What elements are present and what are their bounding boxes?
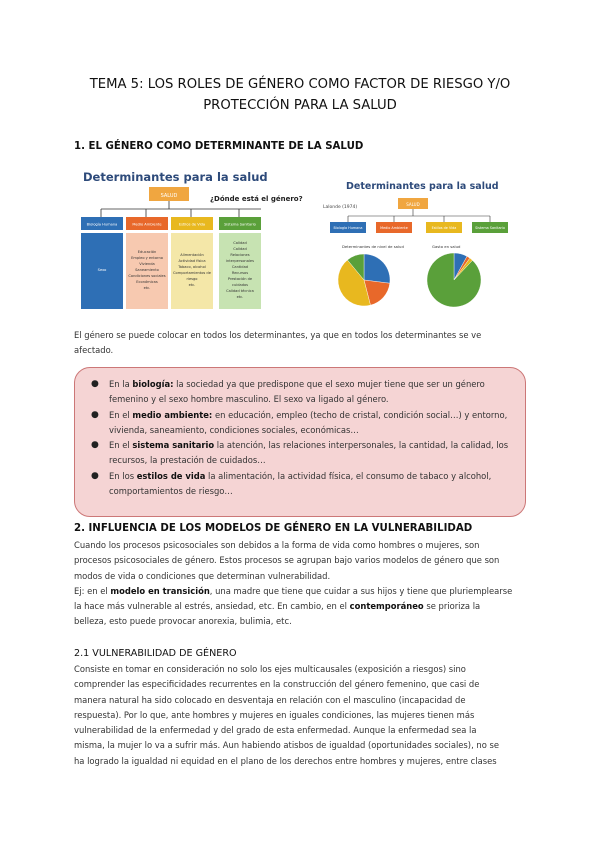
vulnerability-line: comprender las especificidades recurrentes en la construcción del género femenino, que casi de (74, 679, 480, 690)
fig2-box-label: Biología Humana (333, 226, 363, 230)
fig1-question: ¿Dónde está el género? (210, 195, 303, 203)
fig2-note: Lalonde (1974) (323, 205, 358, 210)
vulnerability-line: vulnerabilidad de la enfermedad y del grado de esta enfermedad. Aunque la enfermedad sea la (74, 725, 477, 736)
fig1-box-head-label: Estilos de Vida (178, 222, 206, 227)
fig2-pie2 (427, 253, 481, 307)
fig1-box-body-text: cuidados (231, 283, 249, 287)
callout-item (91, 408, 515, 439)
intro-line-2: afectado. (74, 345, 114, 356)
fig1-box-body-text: riesgo (186, 277, 198, 281)
callout-item-line2: vivienda, saneamiento, condiciones sociales, económicas… (109, 424, 359, 435)
section-2-body (74, 538, 526, 630)
callout-item (91, 469, 515, 500)
callout-item-line1: la sociedad ya que predispone que el sexo mujer tiene que ser un género (173, 379, 485, 389)
bullet-icon: ● (91, 409, 99, 420)
s2-p2-text-l2c: se prioriza la (423, 601, 481, 612)
fig1-box-body-text: Recursos (231, 271, 249, 275)
fig1-box-body-text: Económicas (136, 280, 158, 284)
callout-item-line1: la alimentación, la actividad física, el consumo de tabaco y alcohol, (205, 470, 492, 481)
callout-item-line1: la atención, las relaciones interpersonales, la cantidad, la calidad, los (214, 440, 509, 451)
bullet-icon: ● (91, 470, 99, 481)
fig2-box-label: Estilos de Vida (431, 226, 457, 230)
section-1-heading: 1. EL GÉNERO COMO DETERMINANTE DE LA SALUD (74, 141, 364, 152)
fig2-pie1 (338, 254, 390, 306)
fig1-box-body-text: Calidad (233, 247, 247, 251)
fig1-box-body-text: Calidad (233, 241, 247, 245)
fig1-box-body-text: Condiciones sociales (128, 274, 166, 278)
vulnerability-line: misma, la mujer lo va a sufrir más. Aun habiendo atisbos de igualdad (oportunidades sociales), no se (74, 740, 499, 751)
s2-p1-line-3: modos de vida o condiciones que determinan vulnerabilidad. (74, 570, 331, 581)
callout-item-bold: sistema sanitario (132, 440, 215, 451)
vulnerability-line: ha logrado la igualdad ni equidad en el plano de los derechos entre hombres y mujeres, entre clases (74, 755, 497, 766)
callout-item-line2: femenino y el sexo hombre masculino. El sexo va ligado al género. (109, 394, 389, 405)
callout-item-bold: medio ambiente: (132, 409, 213, 420)
fig1-box-body-text: Educación (137, 250, 157, 254)
callout-item-line1: en educación, empleo (techo de cristal, condición social…) y entorno, (212, 409, 508, 420)
fig2-pie1-label: Determinantes de nivel de salud (342, 244, 404, 249)
fig1-box-head-label: Biología Humana (86, 222, 118, 227)
fig2-boxes (330, 222, 508, 233)
s2-p1-line-2: procesos psicosociales de género. Estos procesos se agrupan bajo varios modelos de género que son (74, 555, 500, 566)
section-1-intro (74, 328, 526, 359)
callout-list (91, 377, 515, 499)
s2-p2-line-1 (74, 584, 526, 599)
determinants-diagram-1 (79, 167, 303, 311)
fig2-connectors (348, 209, 490, 222)
callout-item-line2: recursos, la prestación de cuidados… (109, 455, 266, 466)
s2-p2-text-a: Ej: en el (74, 585, 111, 596)
s2-p2-text-l2a: la hace más vulnerable al estrés, ansiedad, etc. En cambio, en el (74, 601, 350, 612)
callout-item-pre: En el (109, 409, 133, 420)
s2-p2-line-2 (74, 599, 526, 614)
title-line-1: TEMA 5: LOS ROLES DE GÉNERO COMO FACTOR DE RIESGO Y/O (89, 77, 511, 92)
fig2-box-label: Medio Ambiente (380, 226, 408, 230)
fig2-pie2-label: Gasto en salud (432, 244, 461, 249)
pie-slice (364, 254, 390, 283)
page-title (60, 74, 540, 116)
bullet-icon: ● (91, 440, 99, 451)
s2-p1-line-1: Cuando los procesos psicosociales son debidos a la forma de vida como hombres o mujeres, son (74, 540, 480, 550)
s2-p2-text-c: , una madre que tiene que cuidar a sus hijos y tiene que pluriemplearse (209, 585, 513, 596)
title-line-2: PROTECCIÓN PARA LA SALUD (203, 98, 397, 113)
fig1-box-head-label: Medio Ambiente (132, 222, 162, 227)
fig1-box-body-text: etc. (188, 283, 196, 287)
callout-item-bold: biología: (132, 379, 174, 389)
intro-line-1: El género se puede colocar en todos los determinantes, ya que en todos los determinantes se ve (74, 330, 482, 340)
s2-p2-bold-1: modelo en transición (110, 585, 210, 596)
vulnerability-line: Consiste en tomar en consideración no solo los ejes multicausales (exposición a riesgos) sino (74, 664, 466, 674)
determinants-callout (74, 367, 526, 517)
callout-item-bold: estilos de vida (136, 470, 206, 481)
fig1-box-body-text: Comportamientos de (173, 271, 211, 275)
s2-p2-line-3: belleza, esto puede provocar anorexia, bulimia, etc. (74, 616, 292, 627)
callout-item-pre: En el (109, 440, 133, 451)
fig1-boxes (81, 217, 261, 309)
fig1-box-body-text: Vivienda (139, 262, 155, 266)
fig2-box-label: Sistema Sanitario (475, 226, 505, 230)
fig1-box-body-text: etc. (236, 295, 244, 299)
fig1-box-body-text: Cantidad (231, 265, 249, 269)
s2-p2-bold-2: contemporáneo (349, 601, 424, 612)
section-2-1-body (74, 662, 526, 769)
fig1-box-body-text: Alimentación (180, 253, 204, 257)
vulnerability-line: respuesta). Por lo que, ante hombres y mujeres en iguales condiciones, las mujeres tienen más (74, 709, 475, 720)
fig1-box-body-text: interpersonales (226, 259, 254, 263)
fig2-title: Determinantes para la salud (346, 181, 499, 192)
pie-slice (427, 253, 481, 307)
fig1-box-body-text: Sexo (97, 268, 107, 272)
callout-item (91, 377, 515, 408)
callout-item (91, 438, 515, 469)
determinants-diagram-1-svg (79, 167, 303, 311)
fig1-title: Determinantes para la salud (83, 170, 268, 184)
fig1-box-body-text: Prestación de (227, 277, 253, 281)
callout-item-line2: comportamientos de riesgo… (109, 486, 233, 497)
fig1-box-head-label: Sistema Sanitario (224, 222, 256, 227)
fig1-box-body-text: Empleo y entorno (131, 256, 163, 260)
section-2-heading: 2. INFLUENCIA DE LOS MODELOS DE GÉNERO EN LA VULNERABILIDAD (74, 523, 473, 534)
fig1-box-body-text: Actividad física (178, 259, 206, 263)
section-2-1-heading: 2.1 VULNERABILIDAD DE GÉNERO (74, 648, 237, 659)
determinants-diagram-2-svg (320, 172, 519, 313)
fig1-box-body-text: Saneamiento (135, 268, 159, 272)
fig1-box-body-text: Relaciones (230, 253, 250, 257)
determinants-diagram-2 (320, 172, 519, 313)
callout-item-pre: En la (109, 379, 133, 389)
bullet-icon: ● (91, 379, 99, 389)
vulnerability-line: manera natural ha sido colocado en desventaja en relación con el masculino (incapacidad de (74, 694, 466, 705)
fig1-box-body-text: Calidad técnica (226, 289, 254, 293)
fig1-box-body-text: etc. (143, 286, 151, 290)
fig2-salud-label: SALUD (406, 202, 420, 207)
fig1-salud-label: SALUD (160, 193, 178, 199)
callout-item-pre: En los (109, 470, 137, 481)
fig1-box-body-text: Tabaco, alcohol (178, 265, 206, 269)
fig1-connectors (101, 201, 261, 217)
